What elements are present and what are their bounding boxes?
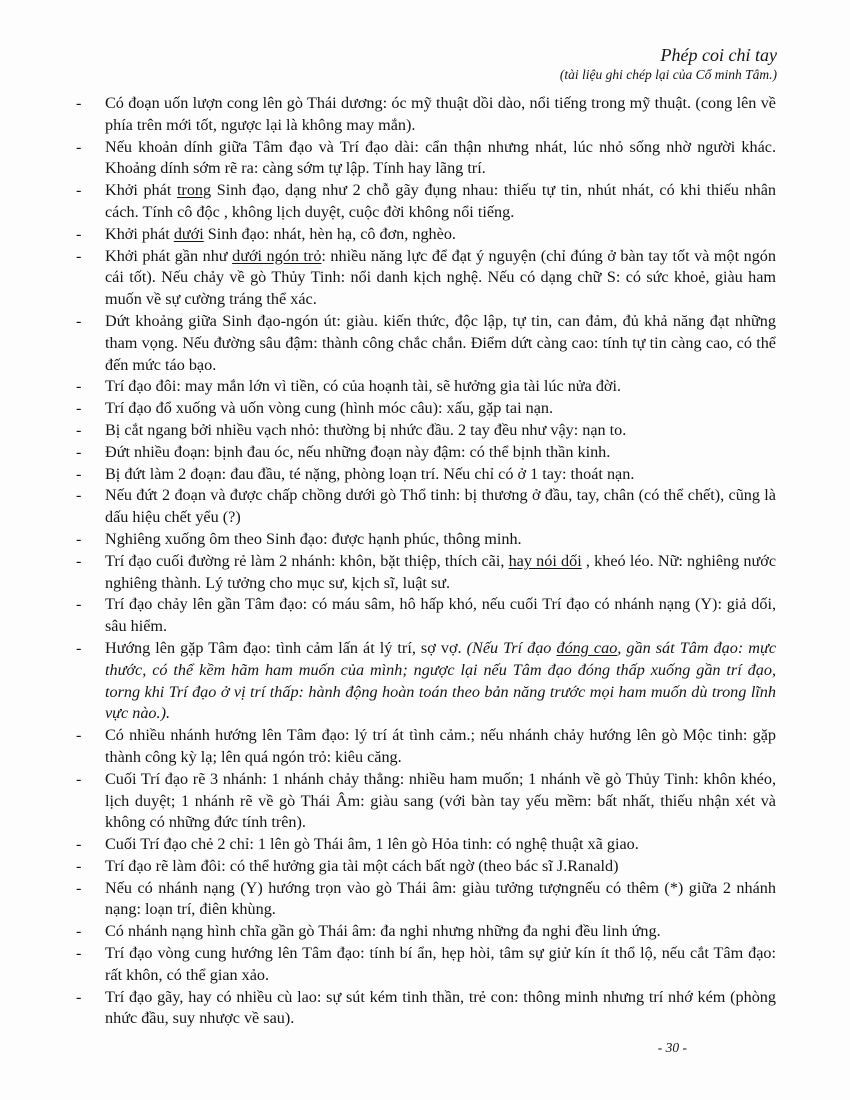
list-item: [76, 834, 776, 856]
list-item-text: Hướng lên gặp Tâm đạo: tình cảm lấn át lý trí, sợ vợ. (Nếu Trí đạo đóng cao, gần sát Tâm đạo: mực thước, có thể kềm hãm ham muốn của mình; ngược lại nếu Tâm đạo đóng thấp xuống gần trí đạo, torng khi Trí đạo ở vị trí thấp: hành động hoàn toán theo bản năng trước mọi ham muốn dù trong lĩnh vực nào.).: [105, 638, 776, 723]
list-item-text: Trí đạo vòng cung hướng lên Tâm đạo: tính bí ẩn, hẹp hòi, tâm sự giử kín ít thổ lộ, nếu cắt Tâm đạo: rất khôn, có thể gian xảo.: [105, 944, 776, 984]
list-item: [76, 594, 776, 638]
bullet-dash: -: [76, 878, 82, 897]
bullet-dash: -: [76, 987, 82, 1006]
list-item: [76, 769, 776, 834]
list-item-text: Trí đạo rẽ làm đôi: có thể hưởng gia tài một cách bất ngờ (theo bác sĩ J.Ranald): [105, 856, 619, 875]
bullet-dash: -: [76, 442, 82, 461]
list-item-text: Nếu đứt 2 đoạn và được chấp chồng dưới gò Thổ tinh: bị thương ở đầu, tay, chân (có thể chết), cũng là dấu hiệu chết yểu (?): [105, 486, 776, 527]
bullet-dash: -: [76, 551, 82, 570]
list-item-text: Dứt khoảng giữa Sinh đạo-ngón út: giàu. kiến thức, độc lập, tự tin, can đảm, đủ khả năng đạt những tham vọng. Nếu đường sâu đậm: thành công chắc chắn. Điểm dứt càng cao: tính tự tin càng cao, có thể đến mức táo bạo.: [105, 311, 776, 374]
list-item-text: Khởi phát dưới Sinh đạo: nhát, hèn hạ, cô đơn, nghèo.: [105, 224, 456, 243]
bullet-dash: -: [76, 464, 82, 483]
bullet-dash: -: [76, 595, 82, 614]
bullet-dash: -: [76, 224, 82, 243]
bullet-dash: -: [76, 399, 82, 418]
bullet-dash: -: [76, 94, 82, 112]
page-number: - 30 -: [657, 1040, 687, 1055]
list-item-text: Bị đứt làm 2 đoạn: đau đầu, té nặng, phòng loạn trí. Nếu chỉ có ở 1 tay: thoát nạn.: [105, 464, 635, 483]
bullet-dash: -: [76, 638, 82, 657]
page-title: Phép coi chỉ tay: [660, 45, 777, 65]
bullet-dash: -: [76, 137, 82, 156]
list-item: [76, 551, 776, 595]
list-item-text: Có nhánh nạng hình chĩa gần gò Thái âm: đa nghi nhưng những đa nghi đều linh ứng.: [105, 922, 661, 941]
list-item-text: Khởi phát gần như dưới ngón trỏ: nhiều năng lực để đạt ý nguyện (chỉ đúng ở bàn tay tốt và một ngón cái tốt). Nếu chảy về gò Thủy Tinh: nổi danh kịch nghệ. Nếu có dạng chữ S: có sức khoẻ, giàu ham muốn về sự cường tráng thể xác.: [105, 246, 776, 309]
bullet-dash: -: [76, 835, 82, 854]
list-item-text: Nghiêng xuống ôm theo Sinh đạo: được hạnh phúc, thông minh.: [105, 529, 522, 548]
page-header: [560, 44, 777, 83]
list-item-text: Đứt nhiều đoạn: bịnh đau óc, nếu những đoạn này đậm: có thể bịnh thần kinh.: [105, 442, 611, 461]
list-item-text: Trí đạo cuối đường rẻ làm 2 nhánh: khôn, bặt thiệp, thích cãi, hay nói dối , kheó léo. Nữ: nghiêng nước nghiêng thành. Lý tưởng cho mục sư, kịch sĩ, luật sư.: [105, 551, 776, 592]
list-item-text: Nếu khoản dính giữa Tâm đạo và Trí đạo dài: cẩn thận nhưng nhát, lúc nhỏ sống nhờ người khác. Khoảng dính sớm rẽ ra: càng sớm tự lập. Tính hay lãng trí.: [105, 137, 776, 178]
list-item: [76, 224, 776, 246]
list-item: [76, 878, 776, 922]
list-item: [76, 180, 776, 224]
list-item-text: Trí đạo đôi: may mắn lớn vì tiền, có của hoạnh tài, sẽ hưởng gia tài lúc nửa đời.: [105, 377, 622, 396]
list-item-text: Nếu có nhánh nạng (Y) hướng trọn vào gò Thái âm: giàu tưởng tượngnếu có thêm (*) giữa 2 nhánh nạng: loạn trí, điên khùng.: [105, 878, 776, 919]
list-item: [76, 485, 776, 529]
list-item-text: Cuối Trí đạo chẻ 2 chỉ: 1 lên gò Thái âm, 1 lên gò Hỏa tinh: có nghệ thuật xã giao.: [105, 835, 639, 854]
list-item-text: Trí đạo chảy lên gần Tâm đạo: có máu sâm, hô hấp khó, nếu cuối Trí đạo có nhánh nạng (Y): giả dối, sâu hiểm.: [105, 595, 776, 636]
bullet-dash: -: [76, 181, 82, 200]
list-item: [76, 943, 776, 987]
list-item-text: Có nhiều nhánh hướng lên Tâm đạo: lý trí át tình cảm.; nếu nhánh chảy hướng lên gò Mộc tinh: gặp thành công kỳ lạ; lên quá ngón trỏ: kiêu căng.: [105, 726, 776, 766]
bullet-dash: -: [76, 246, 82, 265]
list-item: [76, 725, 776, 769]
bullet-dash: -: [76, 856, 82, 875]
list-item: [76, 856, 776, 878]
list-item: [76, 464, 776, 486]
list-item-text: Cuối Trí đạo rẽ 3 nhánh: 1 nhánh chảy thẳng: nhiều ham muốn; 1 nhánh về gò Thủy Tinh: khôn khéo, lịch duyệt; 1 nhánh rẽ về gò Thái Âm: giàu sang (với bàn tay yếu mềm: bất nhất, thiếu nhận xét và không có những đức tính trên).: [105, 769, 776, 832]
bullet-dash: -: [76, 529, 82, 548]
list-item: [76, 93, 776, 137]
bullet-dash: -: [76, 726, 82, 745]
list-item-text: Bị cắt ngang bởi nhiều vạch nhỏ: thường bị nhức đầu. 2 tay đều như vậy: nạn to.: [105, 420, 627, 439]
list-item: [76, 442, 776, 464]
list-item: [76, 311, 776, 376]
list-item: [76, 529, 776, 551]
list-item-text: Trí đạo gãy, hay có nhiều cù lao: sự sút kém tinh thần, trẻ con: thông minh nhưng trí nhớ kém (phòng nhức đầu, suy nhược về sau).: [105, 987, 776, 1028]
bullet-list: [76, 93, 776, 1030]
page-subtitle: (tài liệu ghi chép lại của Cổ minh Tâm.): [559, 67, 777, 82]
bullet-dash: -: [76, 922, 82, 941]
bullet-dash: -: [76, 486, 82, 505]
list-item-text: Trí đạo đổ xuống và uốn vòng cung (hình móc câu): xấu, gặp tai nạn.: [105, 399, 554, 418]
bullet-dash: -: [76, 769, 82, 788]
list-item: [76, 420, 776, 442]
list-item: [76, 638, 776, 725]
list-item-text: Khởi phát trong Sinh đạo, dạng như 2 chỗ gãy đụng nhau: thiếu tự tin, nhút nhát, có khi thiếu nhân cách. Tính cô độc , không lịch duyệt, cuộc đời không nổi tiếng.: [105, 181, 776, 221]
bullet-dash: -: [76, 377, 82, 396]
bullet-dash: -: [76, 311, 82, 330]
bullet-dash: -: [76, 944, 82, 963]
list-item: [76, 398, 776, 420]
list-item: [76, 987, 776, 1031]
list-item: [76, 137, 776, 181]
bullet-dash: -: [76, 420, 82, 439]
list-item-text: Có đoạn uốn lượn cong lên gò Thái dương: óc mỹ thuật dồi dào, nổi tiếng trong mỹ thuật. (cong lên về phía trên mới tốt, ngược lại là không may mắn).: [105, 94, 776, 134]
list-item: [76, 246, 776, 311]
list-item: [76, 921, 776, 943]
list-item: [76, 376, 776, 398]
